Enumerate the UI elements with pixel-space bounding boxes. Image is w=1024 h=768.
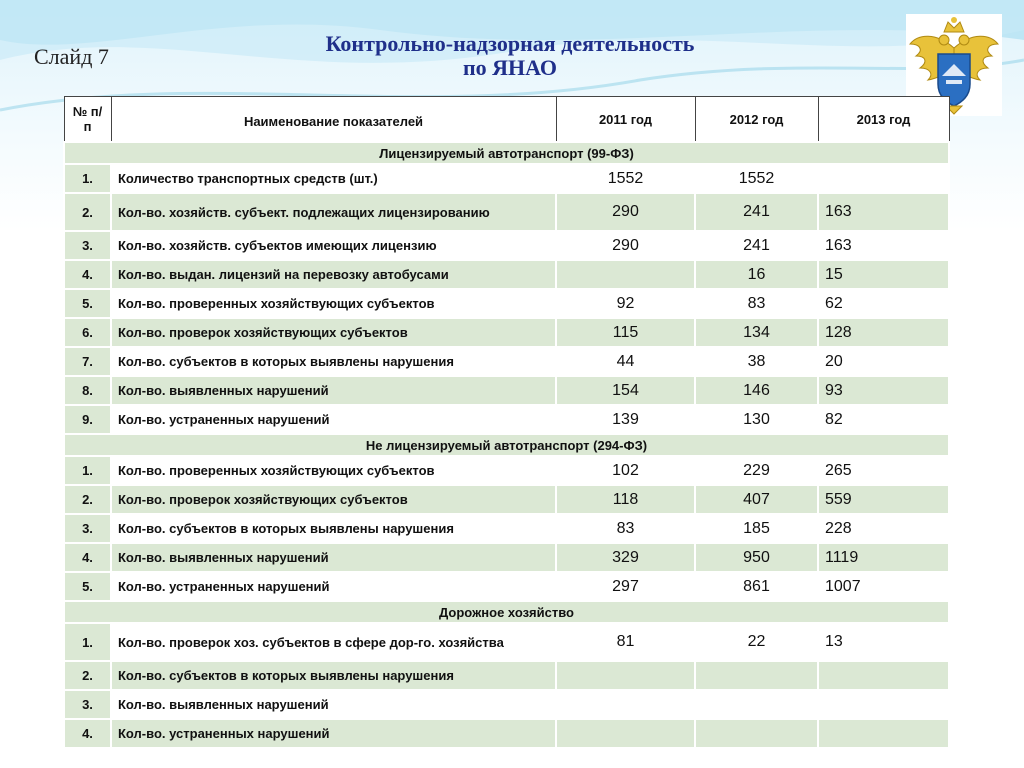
value-2012	[695, 690, 818, 719]
value-2013: 163	[818, 193, 949, 231]
row-name: Кол-во. устраненных нарушений	[111, 405, 556, 434]
value-2012: 146	[695, 376, 818, 405]
value-2013: 128	[818, 318, 949, 347]
section-header-row	[64, 601, 949, 623]
row-name: Количество транспортных средств (шт.)	[111, 164, 556, 193]
row-name: Кол-во. устраненных нарушений	[111, 572, 556, 601]
value-2013: 13	[818, 623, 949, 661]
value-2013	[818, 719, 949, 748]
row-number: 1.	[64, 623, 111, 661]
header-name: Наименование показателей	[111, 97, 556, 143]
header-num: № п/п	[64, 97, 111, 143]
row-number: 1.	[64, 164, 111, 193]
value-2012: 134	[695, 318, 818, 347]
section-header-row	[64, 434, 949, 456]
data-table-container	[63, 96, 948, 749]
row-name: Кол-во. субъектов в которых выявлены нарушения	[111, 514, 556, 543]
value-2012: 861	[695, 572, 818, 601]
section-title: Не лицензируемый автотранспорт (294-ФЗ)	[64, 434, 949, 456]
row-name: Кол-во. устраненных нарушений	[111, 719, 556, 748]
header-2012: 2012 год	[695, 97, 818, 143]
row-number: 7.	[64, 347, 111, 376]
table-row	[64, 164, 949, 193]
value-2011: 81	[556, 623, 695, 661]
row-name: Кол-во. проверок хозяйствующих субъектов	[111, 485, 556, 514]
value-2011: 290	[556, 193, 695, 231]
table-row	[64, 405, 949, 434]
value-2013: 82	[818, 405, 949, 434]
row-number: 4.	[64, 719, 111, 748]
value-2013: 559	[818, 485, 949, 514]
title-line-1: Контрольно-надзорная деятельность	[325, 31, 695, 56]
value-2012: 229	[695, 456, 818, 485]
row-name: Кол-во. выдан. лицензий на перевозку автобусами	[111, 260, 556, 289]
value-2013	[818, 661, 949, 690]
value-2011	[556, 690, 695, 719]
value-2013: 265	[818, 456, 949, 485]
value-2013: 20	[818, 347, 949, 376]
table-row	[64, 289, 949, 318]
table-row	[64, 318, 949, 347]
row-name: Кол-во. проверок хозяйствующих субъектов	[111, 318, 556, 347]
value-2011	[556, 661, 695, 690]
table-row	[64, 543, 949, 572]
value-2012: 22	[695, 623, 818, 661]
row-name: Кол-во. проверенных хозяйствующих субъектов	[111, 289, 556, 318]
value-2011: 118	[556, 485, 695, 514]
value-2013: 228	[818, 514, 949, 543]
value-2011: 92	[556, 289, 695, 318]
table-row	[64, 347, 949, 376]
value-2012: 241	[695, 231, 818, 260]
slide-label: Слайд 7	[34, 44, 109, 69]
row-number: 5.	[64, 289, 111, 318]
value-2012: 241	[695, 193, 818, 231]
value-2012: 16	[695, 260, 818, 289]
row-name: Кол-во. субъектов в которых выявлены нарушения	[111, 661, 556, 690]
table-row	[64, 661, 949, 690]
value-2013	[818, 690, 949, 719]
value-2013: 1119	[818, 543, 949, 572]
row-number: 2.	[64, 661, 111, 690]
value-2011: 44	[556, 347, 695, 376]
table-row	[64, 514, 949, 543]
row-name: Кол-во. выявленных нарушений	[111, 690, 556, 719]
header-2013: 2013 год	[818, 97, 949, 143]
value-2012: 1552	[695, 164, 818, 193]
row-number: 3.	[64, 231, 111, 260]
value-2013: 93	[818, 376, 949, 405]
row-name: Кол-во. хозяйств. субъектов имеющих лицензию	[111, 231, 556, 260]
value-2011: 1552	[556, 164, 695, 193]
row-number: 3.	[64, 690, 111, 719]
value-2012: 83	[695, 289, 818, 318]
table-row	[64, 376, 949, 405]
section-title: Дорожное хозяйство	[64, 601, 949, 623]
value-2013: 1007	[818, 572, 949, 601]
data-table	[63, 96, 950, 749]
row-number: 2.	[64, 485, 111, 514]
section-header-row	[64, 142, 949, 164]
row-number: 8.	[64, 376, 111, 405]
table-row	[64, 719, 949, 748]
row-name: Кол-во. проверенных хозяйствующих субъектов	[111, 456, 556, 485]
table-row	[64, 231, 949, 260]
value-2011: 329	[556, 543, 695, 572]
table-row	[64, 193, 949, 231]
value-2012: 185	[695, 514, 818, 543]
value-2013: 15	[818, 260, 949, 289]
row-number: 6.	[64, 318, 111, 347]
value-2011: 83	[556, 514, 695, 543]
value-2011: 139	[556, 405, 695, 434]
table-row	[64, 690, 949, 719]
row-number: 2.	[64, 193, 111, 231]
value-2011: 102	[556, 456, 695, 485]
row-number: 4.	[64, 260, 111, 289]
value-2012	[695, 661, 818, 690]
row-name: Кол-во. проверок хоз. субъектов в сфере дор-го. хозяйства	[111, 623, 556, 661]
row-name: Кол-во. выявленных нарушений	[111, 543, 556, 572]
value-2012: 950	[695, 543, 818, 572]
value-2011: 154	[556, 376, 695, 405]
row-number: 5.	[64, 572, 111, 601]
table-row	[64, 260, 949, 289]
table-row	[64, 572, 949, 601]
table-row	[64, 456, 949, 485]
row-name: Кол-во. выявленных нарушений	[111, 376, 556, 405]
row-name: Кол-во. хозяйств. субъект. подлежащих лицензированию	[111, 193, 556, 231]
value-2012: 407	[695, 485, 818, 514]
value-2013: 62	[818, 289, 949, 318]
value-2013: 163	[818, 231, 949, 260]
value-2012: 130	[695, 405, 818, 434]
title-line-2: по ЯНАО	[462, 55, 558, 80]
value-2011: 290	[556, 231, 695, 260]
row-number: 3.	[64, 514, 111, 543]
table-row	[64, 623, 949, 661]
value-2011: 115	[556, 318, 695, 347]
table-header-row	[64, 97, 949, 143]
row-number: 4.	[64, 543, 111, 572]
table-row	[64, 485, 949, 514]
value-2011: 297	[556, 572, 695, 601]
row-number: 1.	[64, 456, 111, 485]
row-name: Кол-во. субъектов в которых выявлены нарушения	[111, 347, 556, 376]
value-2013	[818, 164, 949, 193]
section-title: Лицензируемый автотранспорт (99-ФЗ)	[64, 142, 949, 164]
value-2012: 38	[695, 347, 818, 376]
page-title	[240, 32, 780, 80]
value-2012	[695, 719, 818, 748]
header-2011: 2011 год	[556, 97, 695, 143]
row-number: 9.	[64, 405, 111, 434]
value-2011	[556, 260, 695, 289]
value-2011	[556, 719, 695, 748]
